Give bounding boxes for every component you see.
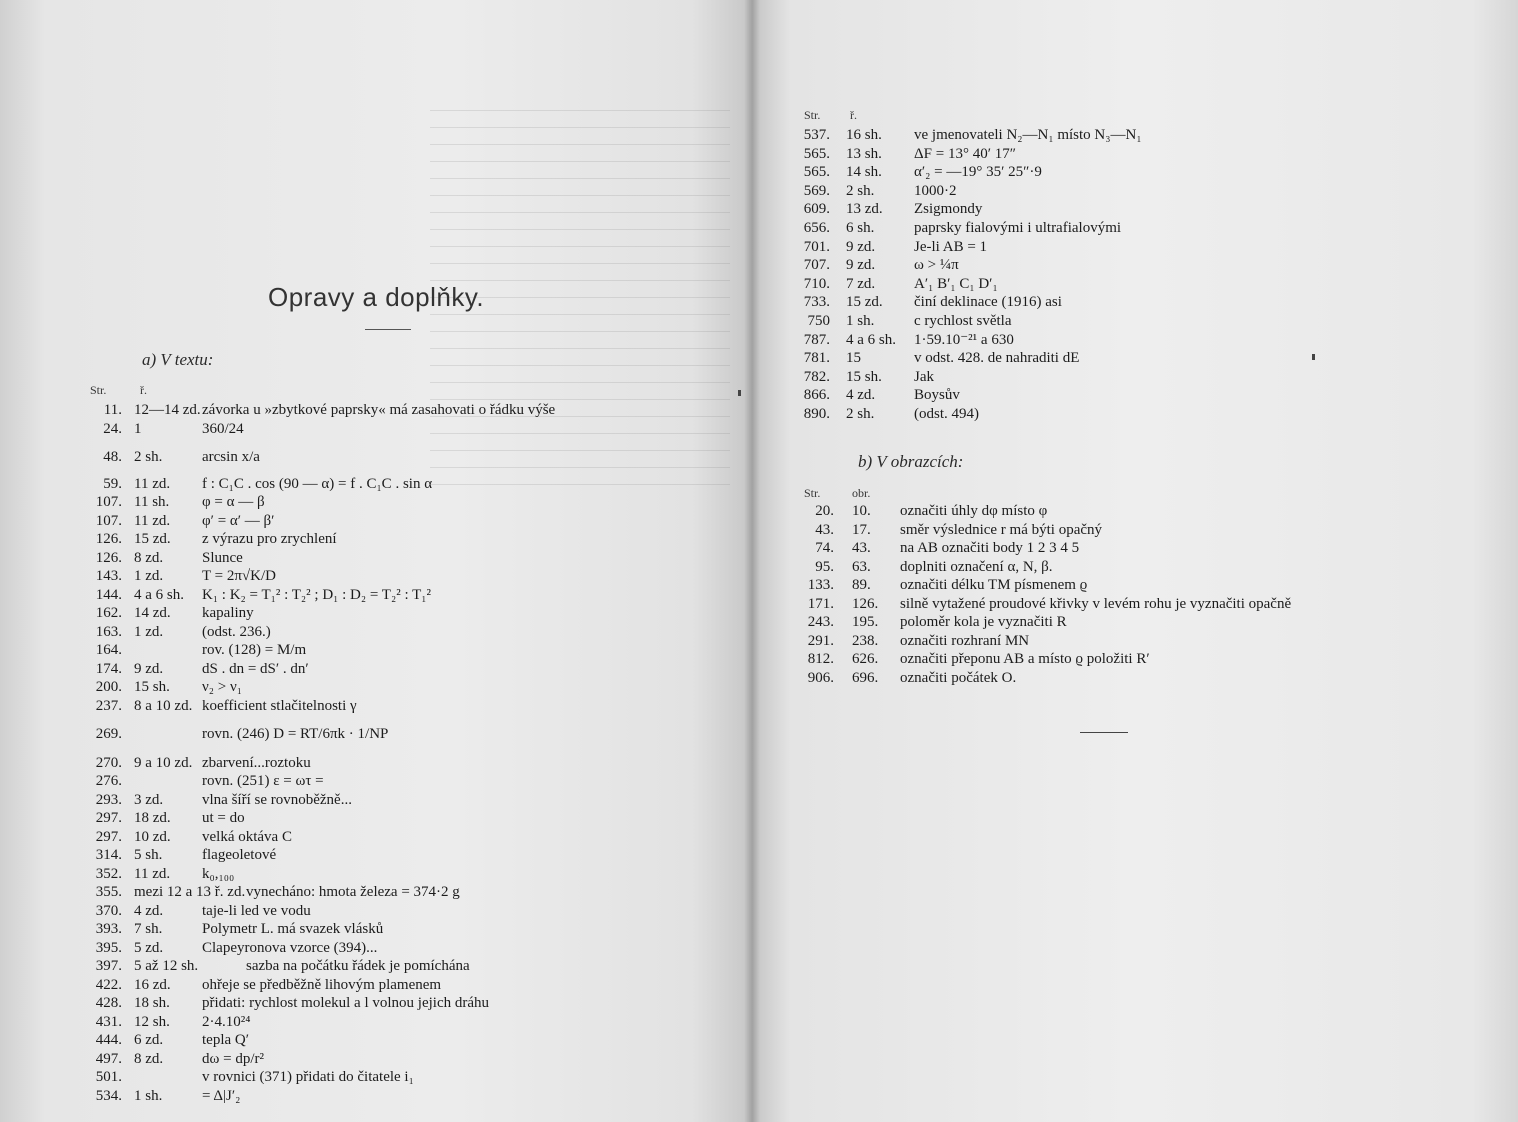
page-number: 48. (103, 449, 122, 465)
correction-text: Zsigmondy (914, 201, 983, 218)
line-ref: 14 zd. (134, 605, 171, 621)
page-number: 890. (803, 406, 830, 422)
line-ref: 12—14 zd. (134, 402, 201, 418)
page-number: 395. (95, 939, 122, 956)
correction-text: velká oktáva C (202, 828, 292, 845)
page-number: 291. (807, 632, 834, 649)
page-number: 297. (95, 810, 122, 826)
line-ref: 7 zd. (846, 275, 876, 292)
errata-row (90, 475, 730, 493)
errata-row (798, 200, 1218, 218)
line-ref: mezi 12 a 13 ř. zd. (134, 884, 246, 900)
errata-row (90, 865, 730, 883)
col-header-line: ř. (140, 383, 147, 397)
page-number: 534. (95, 1087, 122, 1104)
correction-text: označiti délku TM písmenem ϱ (900, 577, 1088, 593)
correction-text: sazba na počátku řádek je pomíchána (246, 958, 470, 974)
line-ref: 11 zd. (134, 475, 171, 492)
print-mark (738, 390, 741, 396)
correction-text: z výrazu pro zrychlení (202, 531, 337, 547)
page-number: 20. (815, 503, 834, 519)
errata-row (90, 846, 730, 864)
book-gutter (744, 0, 760, 1122)
correction-text: v odst. 428. de nahraditi dE (914, 350, 1080, 367)
page-number: 126. (95, 549, 122, 566)
page-number: 143. (95, 568, 122, 584)
page-number: 107. (95, 494, 122, 510)
page-number: 656. (803, 220, 830, 236)
errata-row (90, 623, 730, 641)
errata-row (798, 312, 1218, 330)
correction-text: rovn. (251) ε = ωτ = (202, 773, 324, 789)
page-number: 270. (95, 754, 122, 771)
page-number: 501. (95, 1069, 122, 1085)
line-ref: 1 zd. (134, 623, 164, 640)
line-ref: 18 zd. (134, 810, 171, 826)
page-number: 269. (95, 726, 122, 742)
errata-row (798, 163, 1218, 181)
correction-text: φ = α — β (202, 494, 265, 510)
errata-row (90, 902, 730, 920)
line-ref: 15 zd. (134, 531, 171, 547)
col-header-page: Str. (804, 108, 821, 122)
correction-text: (odst. 236.) (202, 623, 271, 640)
page-number: 11. (103, 402, 122, 418)
page-number: 200. (95, 679, 122, 695)
correction-text: taje-li led ve vodu (202, 902, 311, 919)
page-number: 782. (803, 368, 830, 385)
page-number: 710. (803, 275, 830, 292)
page-heading: Opravy a doplňky. (268, 282, 485, 312)
errata-row (90, 1068, 730, 1086)
page-number: 537. (803, 127, 830, 143)
correction-text: označiti přeponu AB a místo ϱ položiti R′ (900, 651, 1150, 667)
page-number: 24. (103, 420, 122, 437)
page-number: 750 (807, 313, 830, 329)
correction-text: směr výslednice r má býti opačný (900, 521, 1103, 538)
line-ref: 8 zd. (134, 1050, 164, 1067)
errata-row (798, 386, 1218, 404)
line-ref: 2 sh. (846, 406, 875, 422)
correction-text: c rychlost světla (914, 313, 1012, 329)
errata-row (798, 238, 1218, 256)
errata-row (90, 883, 730, 901)
line-ref: 9 zd. (846, 238, 876, 255)
line-ref: 18 sh. (134, 995, 170, 1011)
line-ref: 1 (134, 420, 142, 437)
page-number: 43. (815, 521, 834, 538)
line-ref: 16 sh. (846, 127, 882, 143)
end-rule (1080, 732, 1128, 733)
errata-row (90, 791, 730, 809)
errata-row (90, 448, 730, 466)
errata-row (90, 809, 730, 827)
correction-text: dS . dn = dS′ . dn′ (202, 660, 309, 677)
errata-row (90, 828, 730, 846)
figure-number: 63. (852, 558, 871, 575)
correction-text: závorka u »zbytkové paprsky« má zasahovati o řádku výše (202, 402, 556, 418)
errata-row (798, 219, 1218, 237)
correction-text: silně vytažené proudové křivky v levém rohu je vyznačiti opačně (900, 595, 1292, 612)
errata-row (90, 1050, 730, 1068)
figure-number: 696. (852, 669, 879, 686)
correction-text: Je-li AB = 1 (914, 238, 988, 255)
page-number: 609. (803, 201, 830, 218)
line-ref: 7 sh. (134, 921, 163, 937)
correction-text: činí deklinace (1916) asi (914, 294, 1062, 311)
errata-row (90, 939, 730, 957)
page-number: 397. (95, 958, 122, 974)
page-number: 276. (95, 773, 122, 789)
col-header-figure: obr. (852, 486, 871, 500)
errata-row (90, 1087, 730, 1105)
page-number: 163. (95, 623, 122, 640)
page-number: 237. (95, 697, 122, 714)
line-ref: 15 sh. (134, 679, 170, 695)
errata-row (802, 650, 1462, 668)
correction-text: T = 2π√K/D (202, 568, 276, 584)
figure-number: 238. (852, 632, 879, 649)
correction-text: ut = do (202, 810, 245, 826)
figure-number: 43. (852, 540, 871, 556)
errata-row (90, 604, 730, 622)
line-ref: 15 zd. (846, 294, 883, 311)
page-number: 133. (807, 577, 834, 593)
print-mark (1312, 354, 1315, 360)
correction-text: poloměr kola je vyznačiti R (900, 614, 1067, 630)
correction-text: α′₂ = —19° 35′ 25″·9 (914, 164, 1042, 181)
line-ref: 9 a 10 zd. (134, 754, 193, 771)
line-ref: 4 zd. (846, 387, 876, 404)
errata-row (798, 182, 1218, 200)
errata-row (90, 754, 730, 772)
heading-rule (365, 329, 411, 330)
figure-number: 17. (852, 521, 871, 538)
line-ref: 6 sh. (846, 220, 875, 236)
errata-row (90, 678, 730, 696)
correction-text: φ′ = α′ — β′ (202, 512, 275, 529)
errata-row (90, 567, 730, 585)
line-ref: 16 zd. (134, 976, 171, 993)
errata-row (802, 632, 1462, 650)
page-number: 95. (815, 558, 834, 575)
correction-text: přidati: rychlost molekul a l volnou jejich dráhu (202, 995, 490, 1011)
errata-row (798, 145, 1218, 163)
errata-row (798, 368, 1218, 386)
correction-text: označiti rozhraní MN (900, 632, 1030, 649)
errata-row (90, 512, 730, 530)
line-ref: 13 sh. (846, 145, 882, 162)
errata-row (90, 725, 730, 743)
line-ref: 2 sh. (846, 182, 875, 199)
errata-row (90, 1031, 730, 1049)
line-ref: 6 zd. (134, 1032, 164, 1048)
page-number: 74. (815, 540, 834, 556)
correction-text: v rovnici (371) přidati do čitatele i₁ (202, 1069, 414, 1085)
figure-number: 626. (852, 651, 879, 667)
line-ref: 15 (846, 350, 861, 367)
page-number: 444. (95, 1032, 122, 1048)
line-ref: 5 až 12 sh. (134, 958, 199, 974)
correction-text: dω = dp/r² (202, 1050, 264, 1067)
line-ref: 1 zd. (134, 568, 164, 584)
page-number: 428. (95, 995, 122, 1011)
errata-row (802, 521, 1462, 539)
errata-row (798, 126, 1218, 144)
correction-text: k₀,₁₀₀ (202, 865, 235, 882)
correction-text: ω > ¼π (914, 257, 959, 274)
errata-row (802, 502, 1462, 520)
figure-number: 89. (852, 577, 871, 593)
errata-row (90, 493, 730, 511)
page-number: 162. (95, 605, 122, 621)
correction-text: ohřeje se předběžně lihovým plamenem (202, 976, 442, 993)
page-number: 297. (95, 828, 122, 845)
correction-text: = Δ|J′₂ (202, 1087, 241, 1104)
line-ref: 5 sh. (134, 847, 163, 863)
page-number: 355. (95, 884, 122, 900)
page-number: 422. (95, 976, 122, 993)
errata-row (802, 576, 1462, 594)
page-number: 293. (95, 791, 122, 808)
errata-row (798, 349, 1218, 367)
page-number: 906. (807, 669, 834, 686)
errata-row (90, 401, 730, 419)
page-number: 171. (807, 595, 834, 612)
page-number: 569. (803, 182, 830, 199)
page-number: 126. (95, 531, 122, 547)
correction-text: K₁ : K₂ = T₁² : T₂² ; D₁ : D₂ = T₂² : T₁² (202, 586, 431, 603)
page-number: 497. (95, 1050, 122, 1067)
col-header-line: ř. (850, 108, 857, 122)
line-ref: 13 zd. (846, 201, 883, 218)
errata-row (90, 549, 730, 567)
errata-row (802, 613, 1462, 631)
page-number: 144. (95, 586, 122, 603)
errata-row (90, 530, 730, 548)
errata-row (90, 697, 730, 715)
errata-row (802, 595, 1462, 613)
line-ref: 1 sh. (846, 313, 875, 329)
line-ref: 11 zd. (134, 865, 171, 882)
correction-text: 1·59.10⁻²¹ a 630 (914, 331, 1014, 348)
section-a-title: a) V textu: (142, 350, 214, 369)
line-ref: 11 zd. (134, 512, 171, 529)
errata-row (798, 331, 1218, 349)
errata-row (90, 1013, 730, 1031)
correction-text: koefficient stlačitelnosti γ (202, 697, 357, 714)
page-number: 565. (803, 145, 830, 162)
page-number: 701. (803, 238, 830, 255)
errata-row (90, 920, 730, 938)
figure-number: 10. (852, 503, 871, 519)
correction-text: na AB označiti body 1 2 3 4 5 (900, 540, 1080, 556)
col-header-page: Str. (804, 486, 821, 500)
page-number: 164. (95, 642, 122, 658)
errata-row (90, 957, 730, 975)
errata-row (798, 293, 1218, 311)
correction-text: (odst. 494) (914, 406, 979, 422)
line-ref: 4 a 6 sh. (134, 586, 184, 603)
page-number: 431. (95, 1013, 122, 1030)
page-number: 787. (803, 331, 830, 348)
correction-text: paprsky fialovými i ultrafialovými (914, 220, 1122, 236)
errata-row (90, 772, 730, 790)
figure-number: 195. (852, 614, 879, 630)
line-ref: 1 sh. (134, 1087, 163, 1104)
errata-row (90, 976, 730, 994)
page-number: 733. (803, 294, 830, 311)
line-ref: 8 zd. (134, 549, 164, 566)
correction-text: Clapeyronova vzorce (394)... (202, 939, 378, 956)
correction-text: 1000·2 (914, 182, 957, 199)
correction-text: kapaliny (202, 605, 254, 621)
correction-text: Boysův (914, 387, 960, 404)
errata-row (90, 586, 730, 604)
correction-text: zbarvení...roztoku (202, 754, 311, 771)
page-number: 565. (803, 164, 830, 181)
errata-row (90, 994, 730, 1012)
correction-text: A′₁ B′₁ C₁ D′₁ (914, 275, 998, 292)
line-ref: 9 zd. (134, 660, 164, 677)
line-ref: 4 zd. (134, 902, 164, 919)
line-ref: 10 zd. (134, 828, 171, 845)
section-b-title: b) V obrazcích: (858, 452, 964, 471)
correction-text: arcsin x/a (202, 449, 260, 465)
line-ref: 14 sh. (846, 164, 882, 181)
line-ref: 8 a 10 zd. (134, 697, 193, 714)
correction-text: rovn. (246) D = RT/6πk · 1/NP (202, 726, 389, 742)
correction-text: Polymetr L. má svazek vlásků (202, 921, 384, 937)
page-number: 174. (95, 660, 122, 677)
page-number: 314. (95, 847, 122, 863)
line-ref: 15 sh. (846, 368, 882, 385)
line-ref: 3 zd. (134, 791, 164, 808)
correction-text: 360/24 (202, 420, 244, 437)
line-ref: 2 sh. (134, 449, 163, 465)
line-ref: 5 zd. (134, 939, 164, 956)
line-ref: 11 sh. (134, 494, 170, 510)
correction-text: Jak (914, 368, 934, 385)
errata-row (90, 660, 730, 678)
correction-text: ΔF = 13° 40′ 17″ (914, 145, 1016, 162)
correction-text: ν₂ > ν₁ (202, 679, 242, 695)
correction-text: označiti počátek O. (900, 669, 1017, 686)
page-number: 707. (803, 257, 830, 274)
correction-text: označiti úhly dφ místo φ (900, 503, 1048, 519)
page-number: 781. (803, 350, 830, 367)
page-number: 352. (95, 865, 122, 882)
correction-text: vynecháno: hmota železa = 374·2 g (246, 884, 460, 900)
line-ref: 12 sh. (134, 1013, 170, 1030)
page-number: 59. (103, 475, 122, 492)
errata-row (798, 256, 1218, 274)
correction-text: flageoletové (202, 847, 277, 863)
page-number: 393. (95, 921, 122, 937)
page-number: 243. (807, 614, 834, 630)
line-ref: 9 zd. (846, 257, 876, 274)
correction-text: ve jmenovateli N₂—N₁ místo N₃—N₁ (914, 127, 1142, 143)
errata-row (802, 558, 1462, 576)
correction-text: 2·4.10²⁴ (202, 1013, 251, 1030)
correction-text: rov. (128) = M/m (202, 642, 307, 658)
correction-text: vlna šíří se rovnoběžně... (202, 791, 352, 808)
correction-text: f : C₁C . cos (90 — α) = f . C₁C . sin α (202, 475, 433, 492)
errata-row (798, 405, 1218, 423)
page-number: 812. (807, 651, 834, 667)
line-ref: 4 a 6 sh. (846, 331, 896, 348)
correction-text: Slunce (202, 549, 243, 566)
col-header-page: Str. (90, 383, 107, 397)
errata-row (802, 669, 1462, 687)
figure-number: 126. (852, 595, 879, 612)
page-number: 107. (95, 512, 122, 529)
correction-text: doplniti označení α, N, β. (900, 558, 1053, 575)
errata-row (90, 641, 730, 659)
errata-row (798, 275, 1218, 293)
errata-row (90, 420, 730, 438)
errata-row (802, 539, 1462, 557)
page-number: 370. (95, 902, 122, 919)
correction-text: tepla Q′ (202, 1032, 250, 1048)
page-number: 866. (803, 387, 830, 404)
